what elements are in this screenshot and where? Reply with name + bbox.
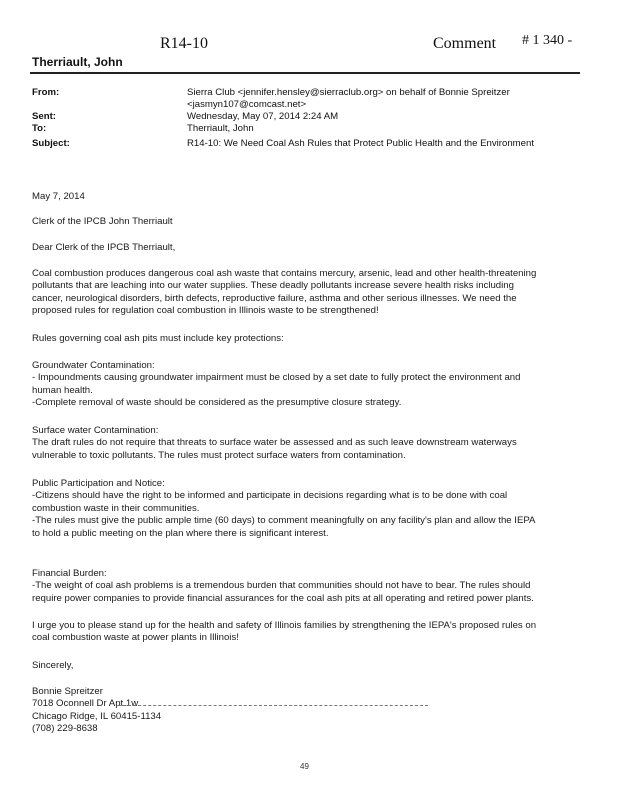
section-heading: Groundwater Contamination: (32, 360, 155, 371)
financial-burden-section (32, 568, 580, 605)
from-label: From: (32, 87, 60, 98)
closing-line: I urge you to please stand up for the health and safety of Illinois families by strengthening the IEPA's proposed rules on (32, 620, 537, 631)
page-number: 49 (300, 762, 309, 771)
section-line: -Complete removal of waste should be considered as the presumptive closure strategy. (32, 397, 402, 409)
section-line: require power companies to provide financial assurances for the coal ash pits at all operating and retired power plants. (32, 592, 534, 604)
subject-value: R14-10: We Need Coal Ash Rules that Protect Public Health and the Environment (187, 138, 534, 149)
intro-line: pollutants that are leaching into our water supplies. These deadly pollutants increase severe health risks including (32, 280, 514, 292)
surface-water-section (32, 425, 580, 462)
intro-line: cancer, neurological disorders, birth defects, reproductive failure, asthma and other serious illnesses. We need the (32, 292, 517, 304)
section-line: combustion waste in their communities. (32, 502, 200, 514)
public-participation-section (32, 478, 580, 540)
section-line: The draft rules do not require that threats to surface water be assessed and as such leave downstream waterways (32, 437, 517, 449)
closing-line: coal combustion waste at power plants in Illinois! (32, 632, 239, 644)
rules-intro: Rules governing coal ash pits must include key protections: (32, 333, 284, 344)
letter-date: May 7, 2014 (32, 191, 85, 202)
docket-stamp: R14-10 (160, 35, 208, 52)
recipient-name: Therriault, John (32, 55, 123, 69)
section-line: - Impoundments causing groundwater impairment must be closed by a set date to fully protect the environment and (32, 372, 521, 384)
groundwater-section (32, 360, 580, 410)
section-heading: Surface water Contamination: (32, 425, 159, 436)
from-value-line1: Sierra Club <jennifer.hensley@sierraclub.org> on behalf of Bonnie Spreitzer (187, 87, 510, 98)
comment-stamp-label: Comment (433, 35, 497, 52)
from-value-line2: <jasmyn107@comcast.net> (187, 99, 307, 110)
header-divider (30, 72, 580, 74)
section-line: to hold a public meeting on the plan where there is significant interest. (32, 527, 329, 539)
signature-address: 7018 Oconnell Dr Apt 1w (32, 698, 139, 710)
closing-paragraph (32, 620, 580, 645)
section-line: -Citizens should have the right to be informed and participate in decisions regarding what is to be done with coal (32, 490, 508, 502)
section-heading: Financial Burden: (32, 568, 107, 579)
signature-rule (118, 705, 428, 706)
intro-line: Coal combustion produces dangerous coal ash waste that contains mercury, arsenic, lead and other health-threatening (32, 268, 537, 279)
section-line: vulnerable to toxic pollutants. The rules must protect surface waters from contamination. (32, 449, 406, 461)
signoff: Sincerely, (32, 660, 74, 671)
to-label: To: (32, 123, 47, 134)
section-heading: Public Participation and Notice: (32, 478, 165, 489)
sent-label: Sent: (32, 111, 56, 122)
letter-salutation: Dear Clerk of the IPCB Therriault, (32, 242, 176, 253)
section-line: human health. (32, 384, 93, 396)
letter-addressee: Clerk of the IPCB John Therriault (32, 216, 173, 227)
signature-name: Bonnie Spreitzer (32, 686, 103, 697)
subject-label: Subject: (32, 138, 70, 149)
section-line: -The rules must give the public ample time (60 days) to comment meaningfully on any facility's plan and allow the IEPA (32, 515, 536, 527)
sent-value: Wednesday, May 07, 2014 2:24 AM (187, 111, 339, 122)
section-line: -The weight of coal ash problems is a tremendous burden that communities should not have to bear. The rules should (32, 580, 531, 592)
intro-paragraph (32, 268, 580, 318)
comment-number: # 1 340 - (522, 33, 573, 48)
signature-phone: (708) 229-8638 (32, 723, 98, 735)
to-value: Therriault, John (187, 123, 254, 134)
signature-city: Chicago Ridge, IL 60415-1134 (32, 710, 162, 722)
intro-line: proposed rules for regulation coal combustion in Illinois waste to be strengthened! (32, 305, 379, 317)
signature-block (32, 686, 580, 736)
